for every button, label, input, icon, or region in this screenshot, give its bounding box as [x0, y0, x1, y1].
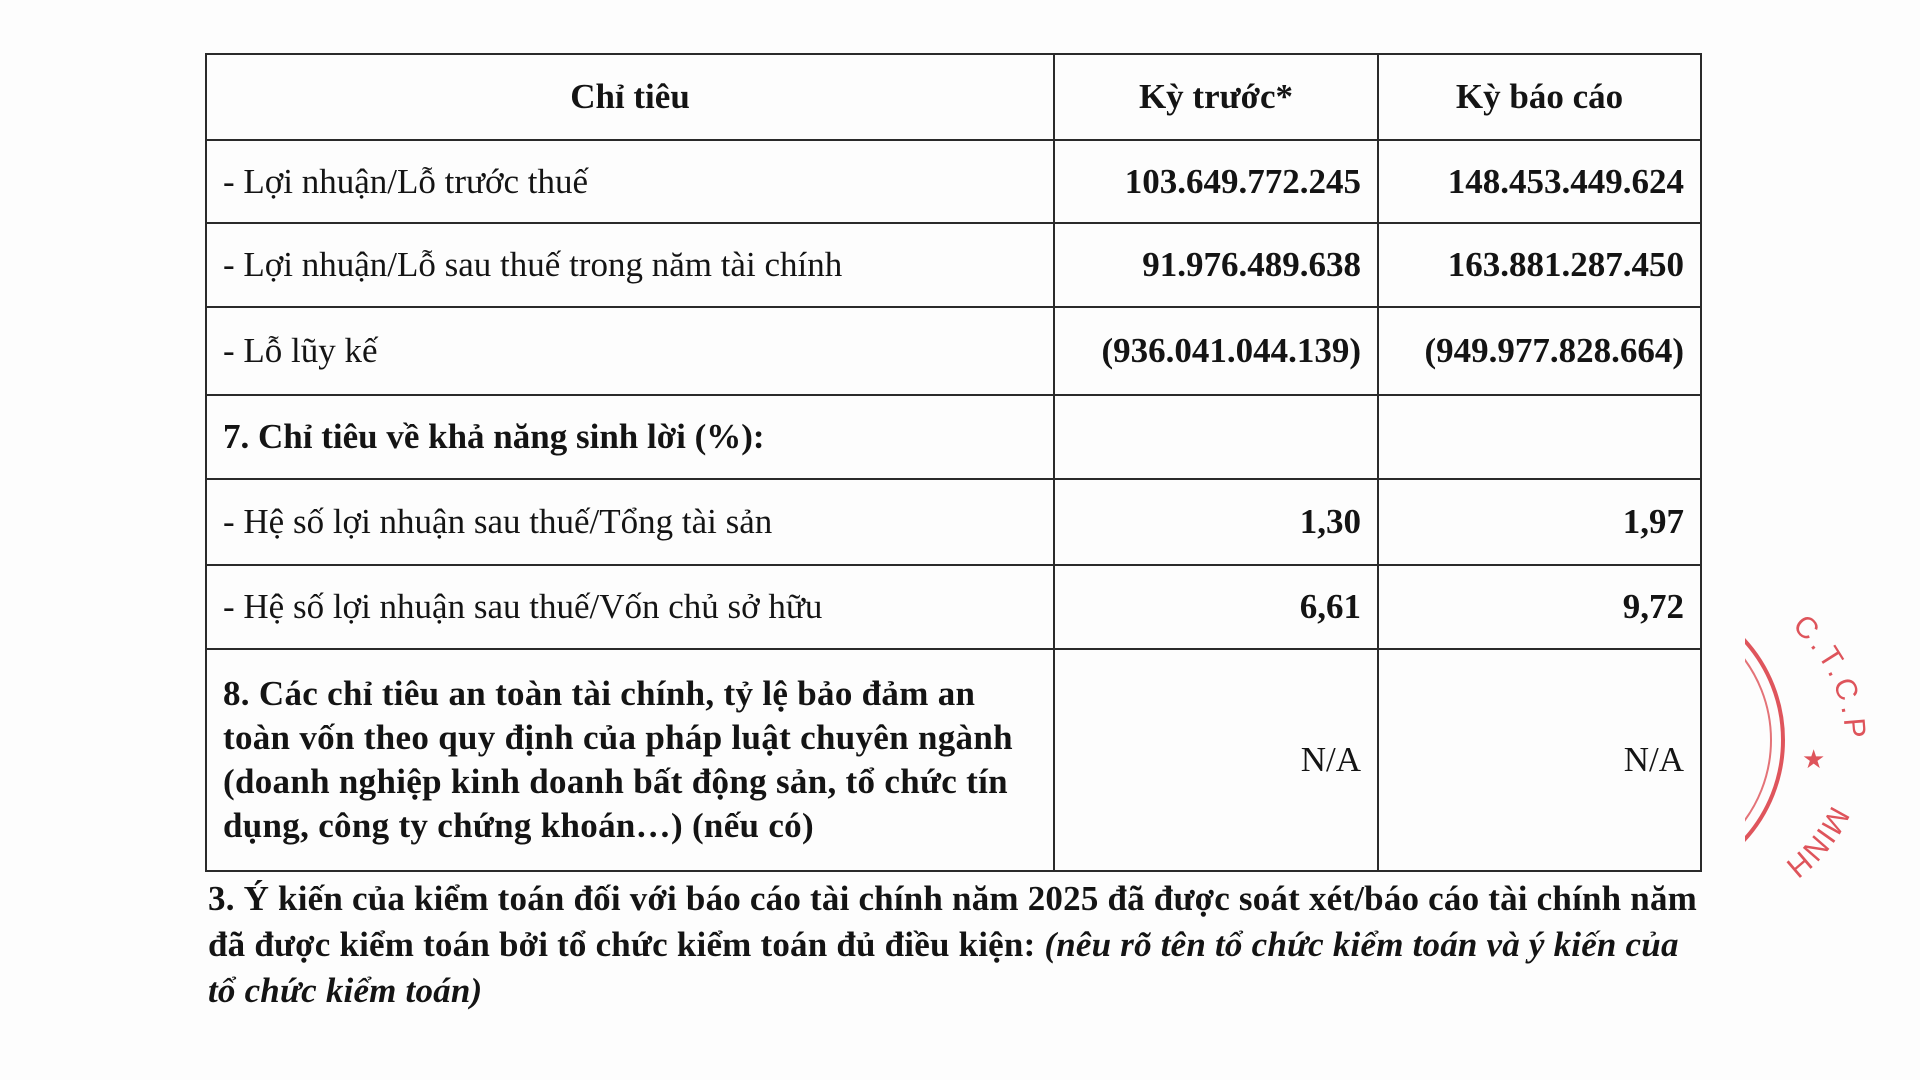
row-label: - Hệ số lợi nhuận sau thuế/Tổng tài sản — [206, 479, 1054, 565]
audit-opinion-note — [208, 876, 1708, 1014]
row-current-value: 163.881.287.450 — [1378, 223, 1701, 307]
table-row — [206, 565, 1701, 649]
row-previous-value: 91.976.489.638 — [1054, 223, 1378, 307]
header-indicator: Chỉ tiêu — [206, 54, 1054, 140]
row-label: - Lỗ lũy kế — [206, 307, 1054, 395]
table-header-row — [206, 54, 1701, 140]
row-previous-value — [1054, 395, 1378, 479]
row-previous-value: 1,30 — [1054, 479, 1378, 565]
header-reporting-period: Kỳ báo cáo — [1378, 54, 1701, 140]
row-current-value: 9,72 — [1378, 565, 1701, 649]
row-previous-value: 103.649.772.245 — [1054, 140, 1378, 223]
seal-text-bottom: MINH — [1780, 801, 1856, 884]
row-label: - Lợi nhuận/Lỗ trước thuế — [206, 140, 1054, 223]
row-label: - Lợi nhuận/Lỗ sau thuế trong năm tài chính — [206, 223, 1054, 307]
svg-text:C.T.C.P — [1787, 608, 1872, 743]
header-previous-period: Kỳ trước* — [1054, 54, 1378, 140]
row-current-value: (949.977.828.664) — [1378, 307, 1701, 395]
section-label: 7. Chỉ tiêu về khả năng sinh lời (%): — [206, 395, 1054, 479]
audit-opinion-bold-text: 3. Ý kiến của kiểm toán đối với báo cáo tài chính năm 2025 đã được soát xét/báo cáo tài chính năm đã được kiểm toán bởi tổ chức kiểm toán đủ điều kiện: — [208, 879, 1698, 964]
audit-opinion-italic-text: (nêu rõ tên tổ chức kiểm toán và ý kiến của tổ chức kiểm toán) — [208, 925, 1679, 1010]
row-previous-value: (936.041.044.139) — [1054, 307, 1378, 395]
table-row — [206, 479, 1701, 565]
financial-indicators-table — [205, 53, 1702, 872]
row-current-value: N/A — [1378, 649, 1701, 871]
row-previous-value: 6,61 — [1054, 565, 1378, 649]
row-current-value: 148.453.449.624 — [1378, 140, 1701, 223]
table-row — [206, 140, 1701, 223]
row-previous-value: N/A — [1054, 649, 1378, 871]
seal-icon — [1745, 590, 1895, 890]
company-seal — [1745, 590, 1895, 890]
table-row — [206, 307, 1701, 395]
row-label: - Hệ số lợi nhuận sau thuế/Vốn chủ sở hữu — [206, 565, 1054, 649]
section-label: 8. Các chỉ tiêu an toàn tài chính, tỷ lệ bảo đảm an toàn vốn theo quy định của pháp luật chuyên ngành (doanh nghiệp kinh doanh bất động sản, tổ chức tín dụng, công ty chứng khoán…) (nếu có) — [206, 649, 1054, 871]
svg-text:MINH — [1780, 801, 1855, 883]
seal-star-icon: ★ — [1802, 745, 1826, 775]
table-row — [206, 223, 1701, 307]
table-section-row — [206, 649, 1701, 871]
seal-text-top: C.T.C.P — [1786, 608, 1872, 744]
row-current-value: 1,97 — [1378, 479, 1701, 565]
row-current-value — [1378, 395, 1701, 479]
table-section-row — [206, 395, 1701, 479]
